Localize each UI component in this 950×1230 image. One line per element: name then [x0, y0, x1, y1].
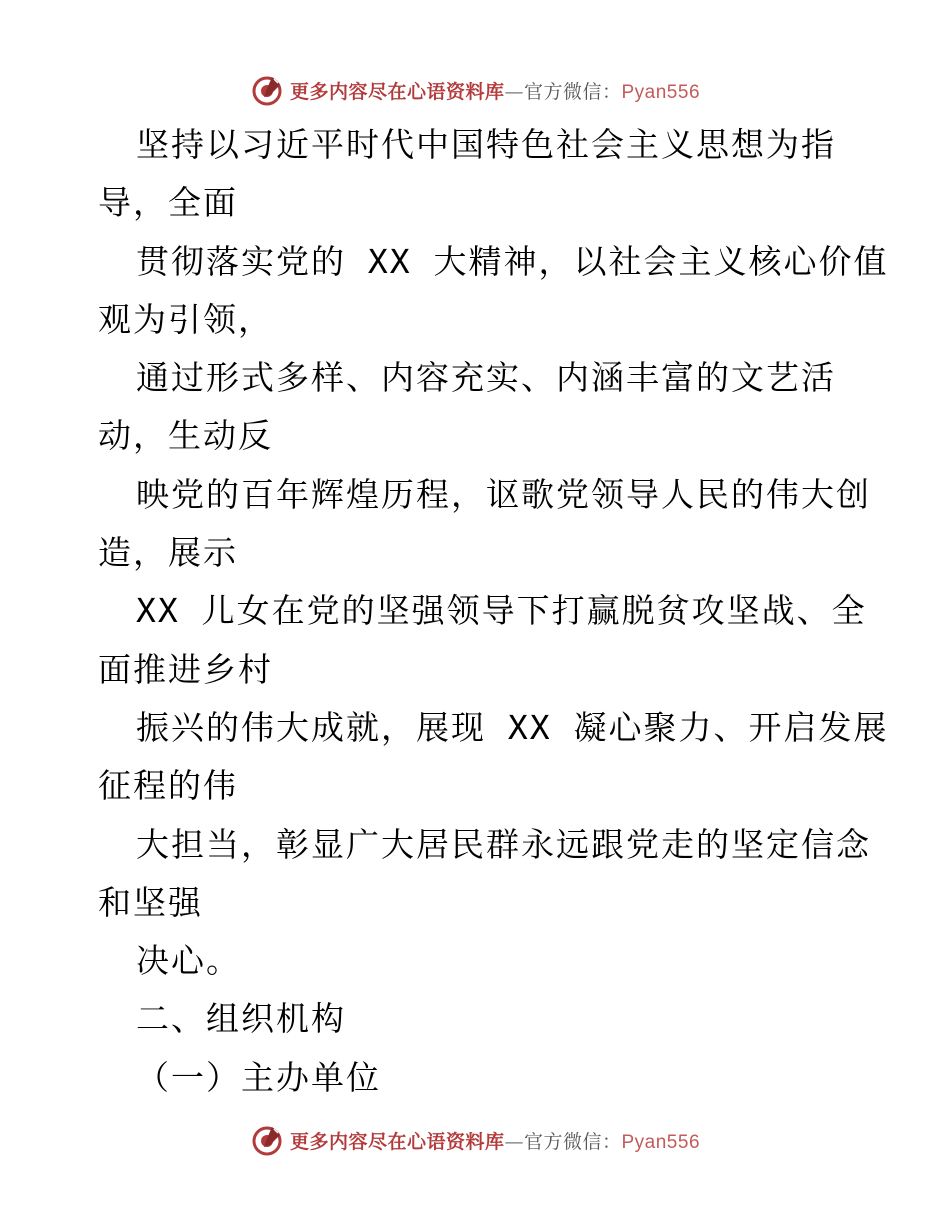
- body-line: 造，展示: [98, 533, 238, 573]
- body-line: 大担当，彰显广大居民群永远跟党走的坚定信念: [136, 824, 871, 864]
- footer-banner-dash: —: [504, 1130, 524, 1153]
- body-line: 决心。: [136, 941, 241, 981]
- header-banner-wechat-id: Pyan556: [621, 81, 701, 103]
- header-banner-dash: —: [504, 80, 524, 103]
- body-line: 动，生动反: [98, 416, 273, 456]
- document-body: [98, 116, 889, 1107]
- red-circle-pen-logo-icon: [250, 1123, 284, 1157]
- body-line: 征程的伟: [98, 766, 238, 806]
- subsection-heading: （一）主办单位: [136, 1057, 381, 1097]
- header-banner-wechat-label: 官方微信：: [523, 80, 622, 103]
- body-line: 面推进乡村: [98, 649, 273, 689]
- footer-banner-text: [290, 1127, 700, 1154]
- body-line: 导，全面: [98, 183, 238, 223]
- footer-banner-main: 更多内容尽在心语资料库: [289, 1130, 505, 1153]
- footer-banner: [0, 1120, 950, 1160]
- body-line: 坚持以习近平时代中国特色社会主义思想为指: [136, 125, 836, 164]
- body-line: XX 儿女在党的坚强领导下打赢脱贫攻坚战、全: [136, 591, 867, 631]
- header-banner-main: 更多内容尽在心语资料库: [289, 80, 505, 103]
- header-banner: [0, 70, 950, 110]
- section-heading: 二、组织机构: [136, 999, 346, 1039]
- body-line: 映党的百年辉煌历程，讴歌党领导人民的伟大创: [136, 474, 871, 514]
- body-line: 振兴的伟大成就，展现 XX 凝心聚力、开启发展: [136, 707, 889, 747]
- body-line: 贯彻落实党的 XX 大精神，以社会主义核心价值: [136, 241, 889, 281]
- red-circle-pen-logo-icon: [250, 73, 284, 107]
- body-line: 通过形式多样、内容充实、内涵丰富的文艺活: [136, 358, 836, 398]
- body-line: 观为引领，: [98, 299, 273, 339]
- footer-banner-wechat-id: Pyan556: [621, 1131, 701, 1153]
- footer-banner-wechat-label: 官方微信：: [523, 1130, 622, 1153]
- header-banner-text: [290, 77, 700, 104]
- body-line: 和坚强: [98, 882, 203, 922]
